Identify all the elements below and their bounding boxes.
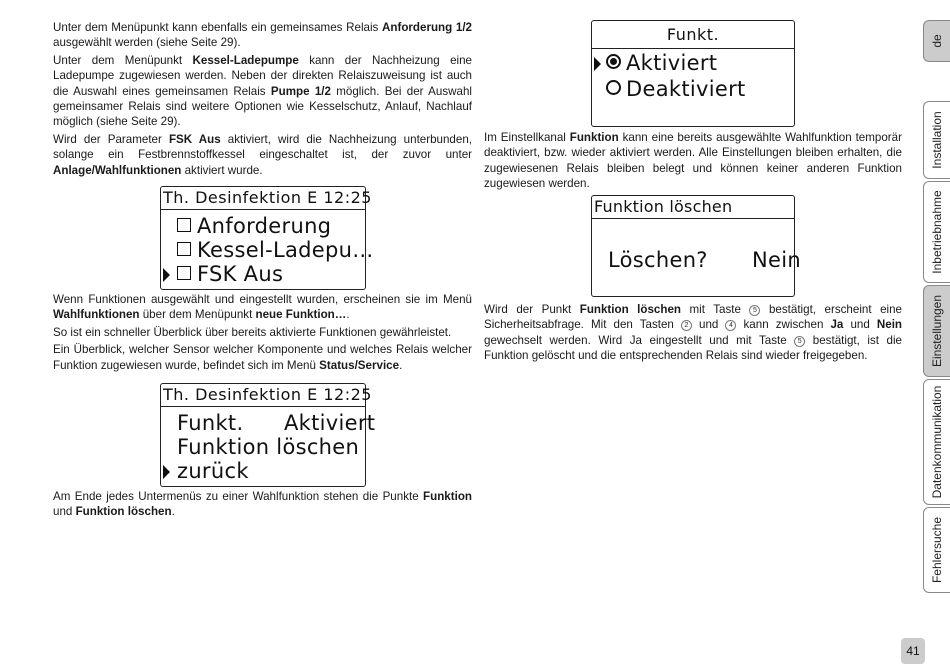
- lcd-row-selected: zurück: [177, 459, 249, 483]
- paragraph: Wenn Funktionen ausgewählt und eingestellt wurden, erscheinen sie im Menü Wahlfunktionen über dem Menüpunkt neue Funktion….: [53, 293, 472, 322]
- paragraph: Im Einstellkanal Funktion kann eine bereits ausgewählte Wahlfunktion temporär deaktiviert, bzw. wieder aktiviert werden. Alle Einstellungen bleiben erhalten, die zugewiesenen Relais bleiben belegt und können keiner anderen Funktion zugewiesen werden.: [484, 131, 902, 191]
- key-5-icon: 5: [794, 336, 805, 347]
- checkbox-icon: [177, 218, 191, 232]
- lcd-answer: Nein: [752, 248, 801, 272]
- paragraph: Wird der Punkt Funktion löschen mit Taste 5 bestätigt, erscheint eine Sicherheitsabfrage. Mit den Tasten 2 und 4 kann zwischen Ja und Nein gewechselt werden. Wird Ja eingestellt und mit Taste 5 bestätigt, ist die Funktion gelöscht und die entsprechenden Relais sind wieder freigegeben.: [484, 303, 903, 363]
- lcd-option-activated: Aktiviert: [606, 51, 717, 76]
- key-2-icon: 2: [681, 320, 692, 331]
- paragraph: So ist ein schneller Überblick über bereits aktivierte Funktionen gewährleistet.: [53, 325, 452, 339]
- lcd-display-function-toggle: [591, 20, 795, 127]
- lcd-header: Th. Desinfektion E 12:25: [161, 187, 365, 210]
- paragraph: Unter dem Menüpunkt Kessel-Ladepumpe kann der Nachheizung eine Ladepumpe zugewiesen werden. Neben der direkten Relaiszuweisung ist auch die Auswahl eines gemeinsamen Relais Pumpe 1/2 möglich. Bei der Auswahl gemeinsamer Relais sind weitere Optionen wie Kesselschutz, Anlauf, Nachlauf möglich (siehe Seite 29).: [53, 53, 472, 129]
- lcd-row-value: Aktiviert: [284, 411, 376, 435]
- tab-fehlersuche[interactable]: Fehlersuche: [923, 507, 950, 593]
- paragraph: Wird der Parameter FSK Aus aktiviert, wird die Nachheizung unterbunden, solange ein Festbrennstoffkessel eingeschaltet ist, der zuvor unter Anlage/Wahlfunktionen aktiviert wurde.: [53, 132, 473, 177]
- tab-installation[interactable]: Installation: [923, 101, 950, 179]
- left-text-lower: [53, 489, 472, 522]
- lcd-display-delete-confirm: [591, 195, 801, 297]
- tab-einstellungen[interactable]: Einstellungen: [923, 285, 950, 377]
- right-text-lower: [484, 302, 902, 366]
- tab-inbetriebnahme[interactable]: Inbetriebnahme: [923, 181, 950, 283]
- lcd-question: Löschen?: [608, 248, 708, 272]
- checkbox-icon: [177, 266, 191, 280]
- page-number: 41: [901, 638, 925, 664]
- lcd-header: Funktion löschen: [592, 196, 794, 219]
- cursor-arrow-icon: [163, 268, 170, 282]
- tab-datenkommunikation[interactable]: Datenkommunikation: [923, 379, 950, 505]
- lcd-header: Funkt.: [592, 21, 794, 49]
- paragraph: Am Ende jedes Untermenüs zu einer Wahlfunktion stehen die Punkte Funktion und Funktion löschen.: [53, 490, 472, 519]
- lcd-display-function-list: [160, 186, 374, 290]
- paragraph: Unter dem Menüpunkt kann ebenfalls ein gemeinsames Relais Anforderung 1/2 ausgewählt werden (siehe Seite 29).: [53, 21, 472, 50]
- cursor-arrow-icon: [594, 57, 601, 71]
- paragraph: Ein Überblick, welcher Sensor welcher Komponente und welches Relais welcher Funktion zugewiesen wurde, befindet sich im Menü Status/Service.: [53, 343, 472, 372]
- cursor-arrow-icon: [163, 465, 170, 479]
- left-text-middle: [53, 292, 472, 375]
- lcd-display-function-menu: [160, 383, 376, 487]
- lcd-row: Funkt.: [177, 411, 244, 435]
- section-tabs: [922, 0, 950, 670]
- tab-language-de[interactable]: de: [923, 20, 950, 62]
- radio-empty-icon: [606, 80, 621, 95]
- key-4-icon: 4: [725, 320, 736, 331]
- lcd-row-selected: FSK Aus: [177, 262, 283, 287]
- lcd-row: Funktion löschen: [177, 435, 360, 459]
- lcd-header: Th. Desinfektion E 12:25: [161, 384, 365, 407]
- checkbox-icon: [177, 242, 191, 256]
- right-text-upper: [484, 130, 902, 194]
- radio-selected-icon: [606, 54, 621, 69]
- lcd-row: Kessel-Ladepu…: [177, 238, 374, 263]
- left-text-upper: [53, 20, 472, 180]
- key-5-icon: 5: [749, 305, 760, 316]
- lcd-option-deactivated: Deaktiviert: [606, 77, 746, 102]
- lcd-row: Anforderung: [177, 214, 331, 239]
